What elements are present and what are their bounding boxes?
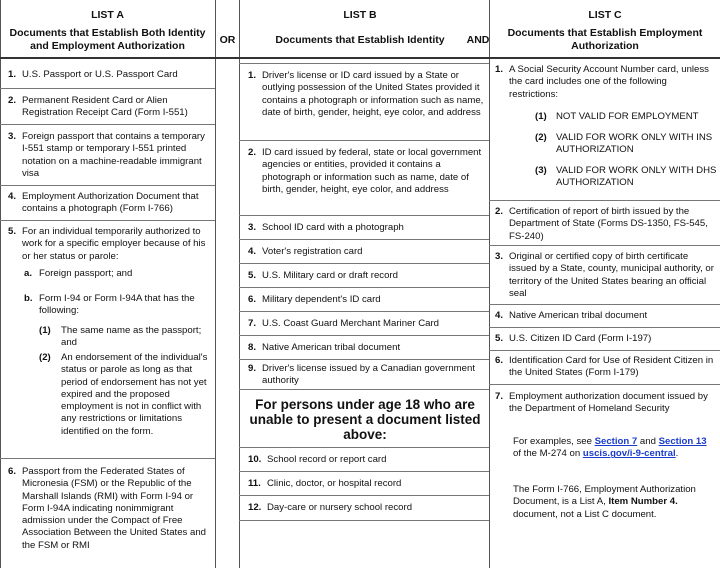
note-text: .	[675, 448, 679, 460]
list-b-item-11	[248, 478, 484, 490]
list-c-rule	[489, 245, 720, 246]
item-text: U.S. Citizen ID Card (Form I-197)	[509, 333, 652, 344]
note-text: of the M-274 on	[513, 448, 583, 460]
list-c-subtitle: Documents that Establish Employment Authorization	[507, 27, 703, 52]
list-a-rule	[0, 185, 215, 186]
list-a-subtitle: Documents that Establish Both Identity and Employment Authorization	[9, 27, 206, 52]
list-b-rule	[239, 140, 489, 141]
list-b-rule	[239, 287, 489, 288]
item-text: School ID card with a photograph	[262, 222, 404, 233]
list-b-rule	[239, 263, 489, 264]
list-b-item-10	[248, 454, 484, 466]
list-a-item-5b-2	[39, 352, 211, 438]
sub-text: VALID FOR WORK ONLY WITH DHS AUTHORIZATION	[556, 165, 717, 189]
list-a-rule	[0, 88, 215, 89]
or-label: OR	[219, 34, 236, 46]
item-text: Employment authorization document issued by the Department of Homeland Security	[509, 391, 708, 415]
divider-a-or	[215, 0, 216, 568]
list-b-item-1	[248, 70, 484, 119]
item-number: 1.	[248, 70, 257, 81]
item-text: Foreign passport that contains a temporary I-551 stamp or temporary I-551 printed notation on a machine-readable immigrant visa	[22, 131, 205, 179]
item-number: 11.	[248, 478, 261, 489]
list-a-item-1	[8, 69, 211, 81]
list-b-rule	[239, 389, 489, 390]
sub-text: VALID FOR WORK ONLY WITH INS AUTHORIZATION	[556, 132, 713, 156]
list-b-item-4	[248, 246, 484, 258]
list-c-restriction-3	[535, 165, 717, 190]
note-text: and	[637, 436, 659, 447]
item-number: 7.	[248, 318, 257, 329]
list-b-item-5	[248, 270, 484, 282]
item-text: Day-care or nursery school record	[267, 502, 413, 513]
item-number: 8.	[248, 342, 257, 353]
list-a-item-6	[8, 466, 213, 552]
item-number: 6.	[8, 466, 17, 477]
list-c-item-6	[495, 355, 717, 380]
item-number: 2.	[248, 147, 257, 158]
list-b-rule	[239, 359, 489, 360]
list-b-rule	[239, 495, 489, 496]
item-text: Employment Authorization Document that contains a photograph (Form I-766)	[22, 191, 199, 215]
list-b-rule	[239, 215, 489, 216]
item-number: 1.	[8, 69, 17, 80]
list-b-item-8	[248, 342, 484, 354]
list-a-item-5b	[24, 293, 209, 318]
list-c-item-1	[495, 64, 717, 101]
uscis-i9-central-link[interactable]: uscis.gov/i-9-central	[582, 448, 676, 460]
item-number: 5.	[8, 226, 17, 237]
list-c-rule	[489, 200, 720, 201]
list-c-rule	[489, 304, 720, 305]
list-c-restriction-1	[535, 111, 717, 123]
item-number: 10.	[248, 454, 262, 465]
sub-letter: b.	[24, 293, 33, 304]
under-18-heading: For persons under age 18 who are unable to present a document listed above:	[249, 397, 481, 442]
note-bold-text: Item Number 4.	[608, 496, 678, 508]
item-text: Identification Card for Use of Resident Citizen in the United States (Form I-179)	[509, 355, 714, 379]
sub-text: Form I-94 or Form I-94A that has the following:	[39, 293, 195, 317]
list-a-item-2	[8, 95, 211, 120]
list-b-rule	[239, 63, 489, 64]
list-a-rule	[0, 124, 215, 125]
sub-number: (2)	[39, 352, 51, 363]
item-text: Original or certified copy of birth certificate issued by a State, county, municipal authority, or territory of the United States bearing an official seal	[509, 251, 714, 299]
item-number: 5.	[248, 270, 257, 281]
item-text: U.S. Military card or draft record	[262, 270, 398, 281]
item-text: U.S. Passport or U.S. Passport Card	[22, 69, 178, 80]
note-text: document, not a List C document.	[513, 508, 657, 520]
list-b-item-9	[248, 363, 484, 388]
item-text: U.S. Coast Guard Merchant Mariner Card	[262, 318, 440, 329]
item-number: 7.	[495, 391, 504, 402]
item-number: 3.	[495, 251, 504, 262]
list-c-item-5	[495, 333, 717, 345]
sub-text: Foreign passport; and	[39, 268, 133, 279]
sub-number: (3)	[535, 165, 547, 176]
item-text: ID card issued by federal, state or local government agencies or entities, provided it contains a photograph or information such as name, date of birth, gender, height, eye color, and address	[262, 147, 482, 195]
note-text: For examples, see	[513, 436, 595, 447]
list-a-item-5b-1	[39, 325, 209, 350]
item-text: Certification of report of birth issued by the Department of State (Forms DS-1350, FS-545, FS-240)	[509, 206, 708, 242]
divider-or-b	[239, 0, 240, 568]
list-b-rule	[239, 239, 489, 240]
item-number: 4.	[248, 246, 257, 257]
item-number: 3.	[8, 131, 17, 142]
list-c-item-7-note	[513, 436, 715, 461]
list-c-item-4	[495, 310, 717, 322]
item-text: Clinic, doctor, or hospital record	[267, 478, 402, 489]
list-c-item-7	[495, 391, 717, 416]
list-c-rule	[489, 350, 720, 351]
list-a-item-5a	[24, 268, 209, 280]
list-b-rule	[239, 335, 489, 336]
item-number: 1.	[495, 64, 504, 75]
list-b-item-7	[248, 318, 484, 330]
section-7-link[interactable]: Section 7	[594, 436, 638, 447]
list-a-title: LIST A	[91, 9, 124, 21]
item-number: 4.	[495, 310, 504, 321]
list-c-title: LIST C	[588, 9, 622, 21]
list-b-subtitle: Documents that Establish Identity	[275, 34, 445, 46]
list-a-rule	[0, 458, 215, 459]
list-c-item-3	[495, 251, 717, 300]
list-a-rule	[0, 220, 215, 221]
list-c-restriction-2	[535, 132, 717, 157]
sub-number: (1)	[535, 111, 547, 122]
list-b-rule	[239, 471, 489, 472]
list-b-item-12	[248, 502, 484, 514]
list-b-item-2	[248, 147, 484, 196]
list-a-item-4	[8, 191, 211, 216]
item-text: For an individual temporarily authorized to work for a specific employer because of his or her status or parole:	[22, 226, 206, 262]
item-number: 2.	[495, 206, 504, 217]
item-number: 6.	[248, 294, 257, 305]
sub-text: An endorsement of the individual's status or parole as long as that period of endorsement has not yet expired and the proposed employment is not in conflict with any restrictions or limitations identified on the form.	[61, 352, 208, 437]
list-b-item-6	[248, 294, 484, 306]
item-number: 3.	[248, 222, 257, 233]
list-c-rule	[489, 327, 720, 328]
sub-letter: a.	[24, 268, 33, 279]
item-text: School record or report card	[267, 454, 387, 465]
item-number: 12.	[248, 502, 262, 513]
sub-text: NOT VALID FOR EMPLOYMENT	[556, 111, 699, 122]
sub-text: The same name as the passport; and	[61, 325, 202, 349]
sub-number: (1)	[39, 325, 51, 336]
item-number: 2.	[8, 95, 17, 106]
list-b-rule	[239, 520, 489, 521]
item-text: Passport from the Federated States of Micronesia (FSM) or the Republic of the Marshall Islands (RMI) with Form I-94 or Form I-94A indicating nonimmigrant admission under the Compact of Free Association Between the United States and the FSM or RMI	[22, 466, 206, 551]
list-b-rule	[239, 311, 489, 312]
list-a-item-5	[8, 226, 213, 263]
list-b-title: LIST B	[343, 9, 377, 21]
divider-b-c	[489, 0, 490, 568]
item-text: A Social Security Account Number card, unless the card includes one of the following restrictions:	[509, 64, 709, 100]
and-label: AND	[466, 34, 490, 46]
note-text: The Form I-766, Employment Authorization Document, is a List A,	[513, 484, 696, 508]
list-a-item-3	[8, 131, 211, 180]
item-text: Driver's license or ID card issued by a State or outlying possession of the United States provided it contains a photograph or information such as name, date of birth, gender, height, eye color, and address	[262, 70, 484, 118]
list-c-item-2	[495, 206, 717, 243]
sub-number: (2)	[535, 132, 547, 143]
list-b-item-3	[248, 222, 484, 234]
item-number: 4.	[8, 191, 17, 202]
item-text: Native American tribal document	[262, 342, 401, 353]
list-c-item-7-note-2	[513, 484, 715, 521]
item-number: 5.	[495, 333, 504, 344]
section-13-link[interactable]: Section 13	[658, 436, 707, 447]
item-text: Driver's license issued by a Canadian government authority	[262, 363, 476, 387]
frame-left-line	[0, 0, 1, 568]
item-number: 6.	[495, 355, 504, 366]
item-text: Voter's registration card	[262, 246, 363, 257]
item-text: Permanent Resident Card or Alien Registration Receipt Card (Form I-551)	[22, 95, 188, 119]
item-text: Military dependent's ID card	[262, 294, 381, 305]
header-rule	[0, 57, 720, 59]
list-b-rule	[239, 447, 489, 448]
item-text: Native American tribal document	[509, 310, 648, 321]
item-number: 9.	[248, 363, 257, 374]
list-c-rule	[489, 384, 720, 385]
